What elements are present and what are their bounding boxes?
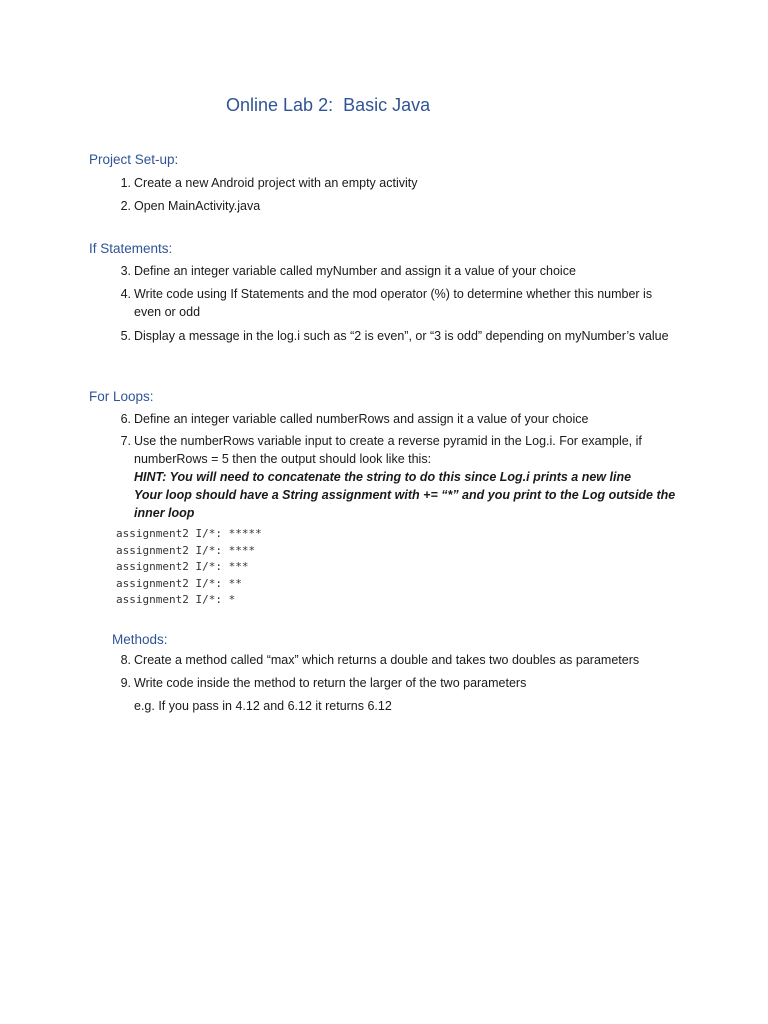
item-number: 2. — [120, 199, 131, 213]
list-item — [109, 197, 679, 215]
item-number: 1. — [120, 176, 131, 190]
list-item — [109, 410, 679, 428]
item-number: 4. — [120, 287, 131, 301]
item-text: Define an integer variable called numberRows and assign it a value of your choice — [134, 412, 589, 426]
item-text: Create a method called “max” which returns a double and takes two doubles as parameters — [134, 653, 640, 667]
section-heading-methods: Methods: — [112, 632, 168, 647]
page-title: Online Lab 2: Basic Java — [226, 95, 431, 115]
list-item — [109, 651, 679, 669]
example-text: e.g. If you pass in 4.12 and 6.12 it returns 6.12 — [134, 699, 392, 713]
item-text: Create a new Android project with an empty activity — [134, 176, 418, 190]
list-item — [109, 432, 679, 522]
item-text: Define an integer variable called myNumber and assign it a value of your choice — [134, 264, 576, 278]
item-number: 3. — [120, 264, 131, 278]
section-heading-if-statements: If Statements: — [89, 241, 173, 256]
section-heading-setup: Project Set-up: — [89, 152, 179, 167]
log-line: assignment2 I/*: *** — [116, 560, 249, 573]
hint-text: Your loop should have a String assignment with += “*” and you print to the Log outside the inner loop — [134, 488, 676, 520]
item-text: Write code using If Statements and the mod operator (%) to determine whether this number is even or odd — [134, 287, 653, 319]
item-text: Use the numberRows variable input to create a reverse pyramid in the Log.i. For example, if numberRows = 5 then the output should look like this: — [134, 434, 642, 466]
list-item — [109, 262, 679, 280]
item-text: Open MainActivity.java — [134, 199, 261, 213]
hint-text: HINT: You will need to concatenate the string to do this since Log.i prints a new line — [134, 470, 632, 484]
item-number: 6. — [120, 412, 131, 426]
item-number: 5. — [120, 329, 131, 343]
list-item — [109, 174, 679, 192]
list-item — [109, 674, 679, 692]
log-output-example — [116, 526, 262, 609]
log-line: assignment2 I/*: **** — [116, 543, 256, 557]
item-text: Write code inside the method to return the larger of the two parameters — [134, 676, 527, 690]
log-line: assignment2 I/*: * — [116, 593, 236, 606]
log-line: assignment2 I/*: ** — [116, 576, 242, 590]
item-number: 9. — [120, 676, 131, 690]
log-line: assignment2 I/*: ***** — [116, 527, 262, 540]
list-item — [109, 285, 679, 321]
section-heading-for-loops: For Loops: — [89, 389, 154, 404]
list-item — [109, 327, 679, 345]
item-number: 8. — [120, 653, 131, 667]
item-number: 7. — [120, 434, 131, 448]
item-text: Display a message in the log.i such as “2 is even”, or “3 is odd” depending on myNumber’s value — [134, 329, 669, 343]
